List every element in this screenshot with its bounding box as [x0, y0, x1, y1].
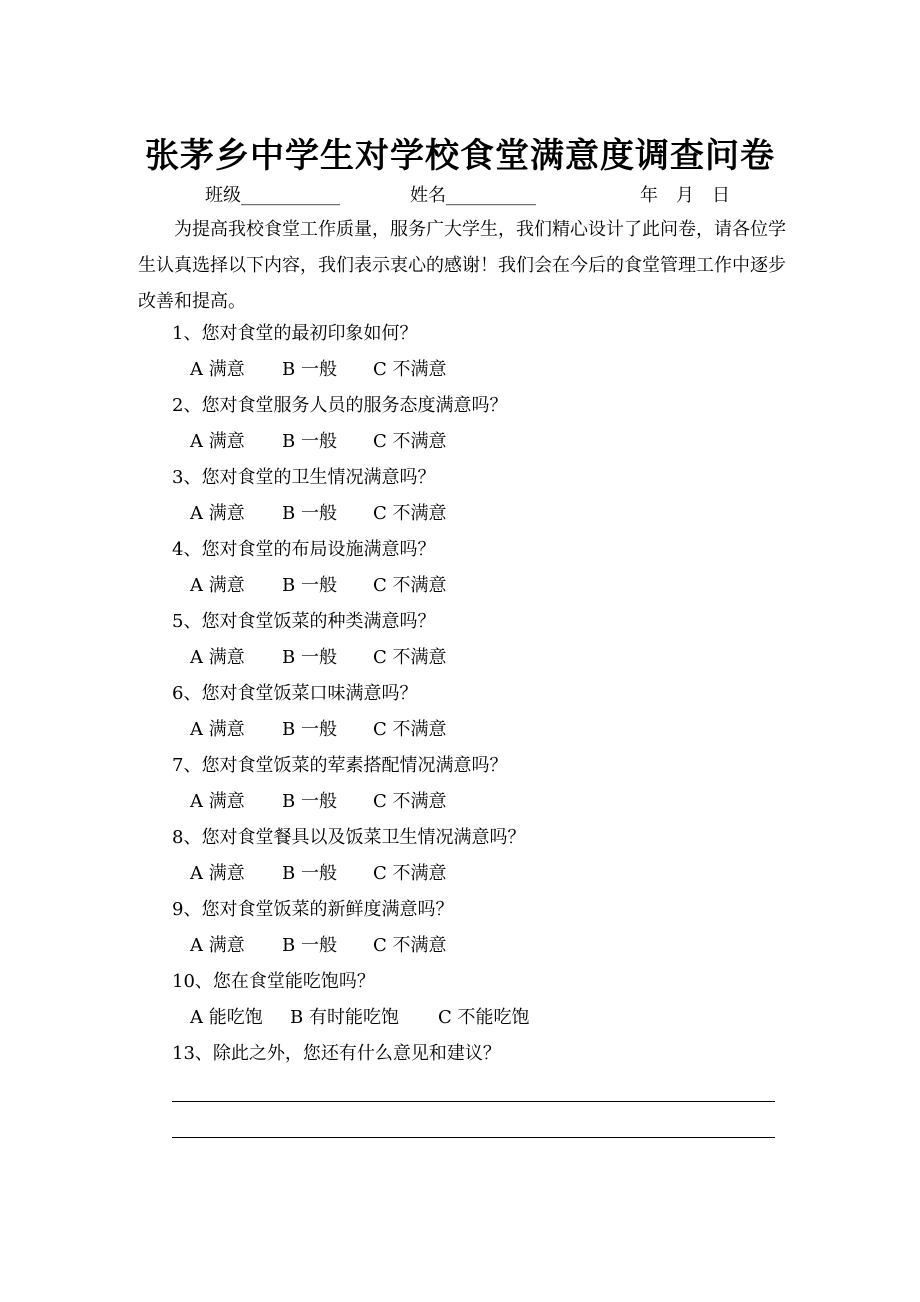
- question-text: 13、除此之外，您还有什么意见和建议？: [172, 1043, 501, 1064]
- name-field-label: 姓名__________: [410, 185, 536, 206]
- answer-option[interactable]: C 不满意: [373, 647, 447, 668]
- answer-option[interactable]: A 满意: [190, 575, 245, 596]
- answer-option[interactable]: C 不满意: [373, 359, 447, 380]
- class-field-label: 班级___________: [205, 185, 340, 206]
- question-text: 4、您对食堂的布局设施满意吗？: [172, 539, 436, 560]
- question-text: 6、您对食堂饭菜口味满意吗？: [172, 683, 418, 704]
- answer-option[interactable]: B 一般: [282, 647, 337, 668]
- answer-option[interactable]: A 满意: [190, 503, 245, 524]
- answer-option[interactable]: A 满意: [190, 431, 245, 452]
- question-text: 3、您对食堂的卫生情况满意吗？: [172, 467, 436, 488]
- answer-option[interactable]: C 不满意: [373, 719, 447, 740]
- question-text: 9、您对食堂饭菜的新鲜度满意吗？: [172, 899, 454, 920]
- answer-option[interactable]: A 满意: [190, 719, 245, 740]
- question-text: 7、您对食堂饭菜的荤素搭配情况满意吗？: [172, 755, 508, 776]
- answer-option[interactable]: B 一般: [282, 863, 337, 884]
- answer-option[interactable]: C 不满意: [373, 791, 447, 812]
- question-text: 2、您对食堂服务人员的服务态度满意吗？: [172, 395, 508, 416]
- date-field-label: 年 月 日: [640, 185, 730, 206]
- answer-option[interactable]: A 满意: [190, 647, 245, 668]
- answer-option[interactable]: B 一般: [282, 935, 337, 956]
- question-text: 10、您在食堂能吃饱吗？: [172, 971, 375, 992]
- answer-option[interactable]: B 一般: [282, 503, 337, 524]
- answer-option[interactable]: A 满意: [190, 791, 245, 812]
- question-text: 5、您对食堂饭菜的种类满意吗？: [172, 611, 436, 632]
- intro-paragraph: 为提高我校食堂工作质量，服务广大学生，我们精心设计了此问卷，请各位学生认真选择以下内容，我们表示衷心的感谢！我们会在今后的食堂管理工作中逐步改善和提高。: [138, 219, 786, 312]
- answer-option[interactable]: B 一般: [282, 575, 337, 596]
- answer-option[interactable]: B 一般: [282, 719, 337, 740]
- answer-option[interactable]: A 满意: [190, 359, 245, 380]
- answer-option[interactable]: B 有时能吃饱: [290, 1007, 399, 1028]
- answer-option[interactable]: B 一般: [282, 359, 337, 380]
- answer-option[interactable]: C 不满意: [373, 935, 447, 956]
- page-title: 张茅乡中学生对学校食堂满意度调查问卷: [145, 136, 775, 176]
- answer-option[interactable]: C 不能吃饱: [438, 1007, 530, 1028]
- answer-option[interactable]: A 满意: [190, 935, 245, 956]
- answer-option[interactable]: C 不满意: [373, 431, 447, 452]
- answer-option[interactable]: A 能吃饱: [190, 1007, 263, 1028]
- answer-option[interactable]: B 一般: [282, 431, 337, 452]
- answer-option[interactable]: B 一般: [282, 791, 337, 812]
- answer-option[interactable]: A 满意: [190, 863, 245, 884]
- answer-option[interactable]: C 不满意: [373, 863, 447, 884]
- question-text: 1、您对食堂的最初印象如何？: [172, 323, 418, 344]
- answer-option[interactable]: C 不满意: [373, 503, 447, 524]
- answer-line[interactable]: [172, 1101, 775, 1102]
- question-text: 8、您对食堂餐具以及饭菜卫生情况满意吗？: [172, 827, 526, 848]
- answer-option[interactable]: C 不满意: [373, 575, 447, 596]
- answer-line[interactable]: [172, 1137, 775, 1138]
